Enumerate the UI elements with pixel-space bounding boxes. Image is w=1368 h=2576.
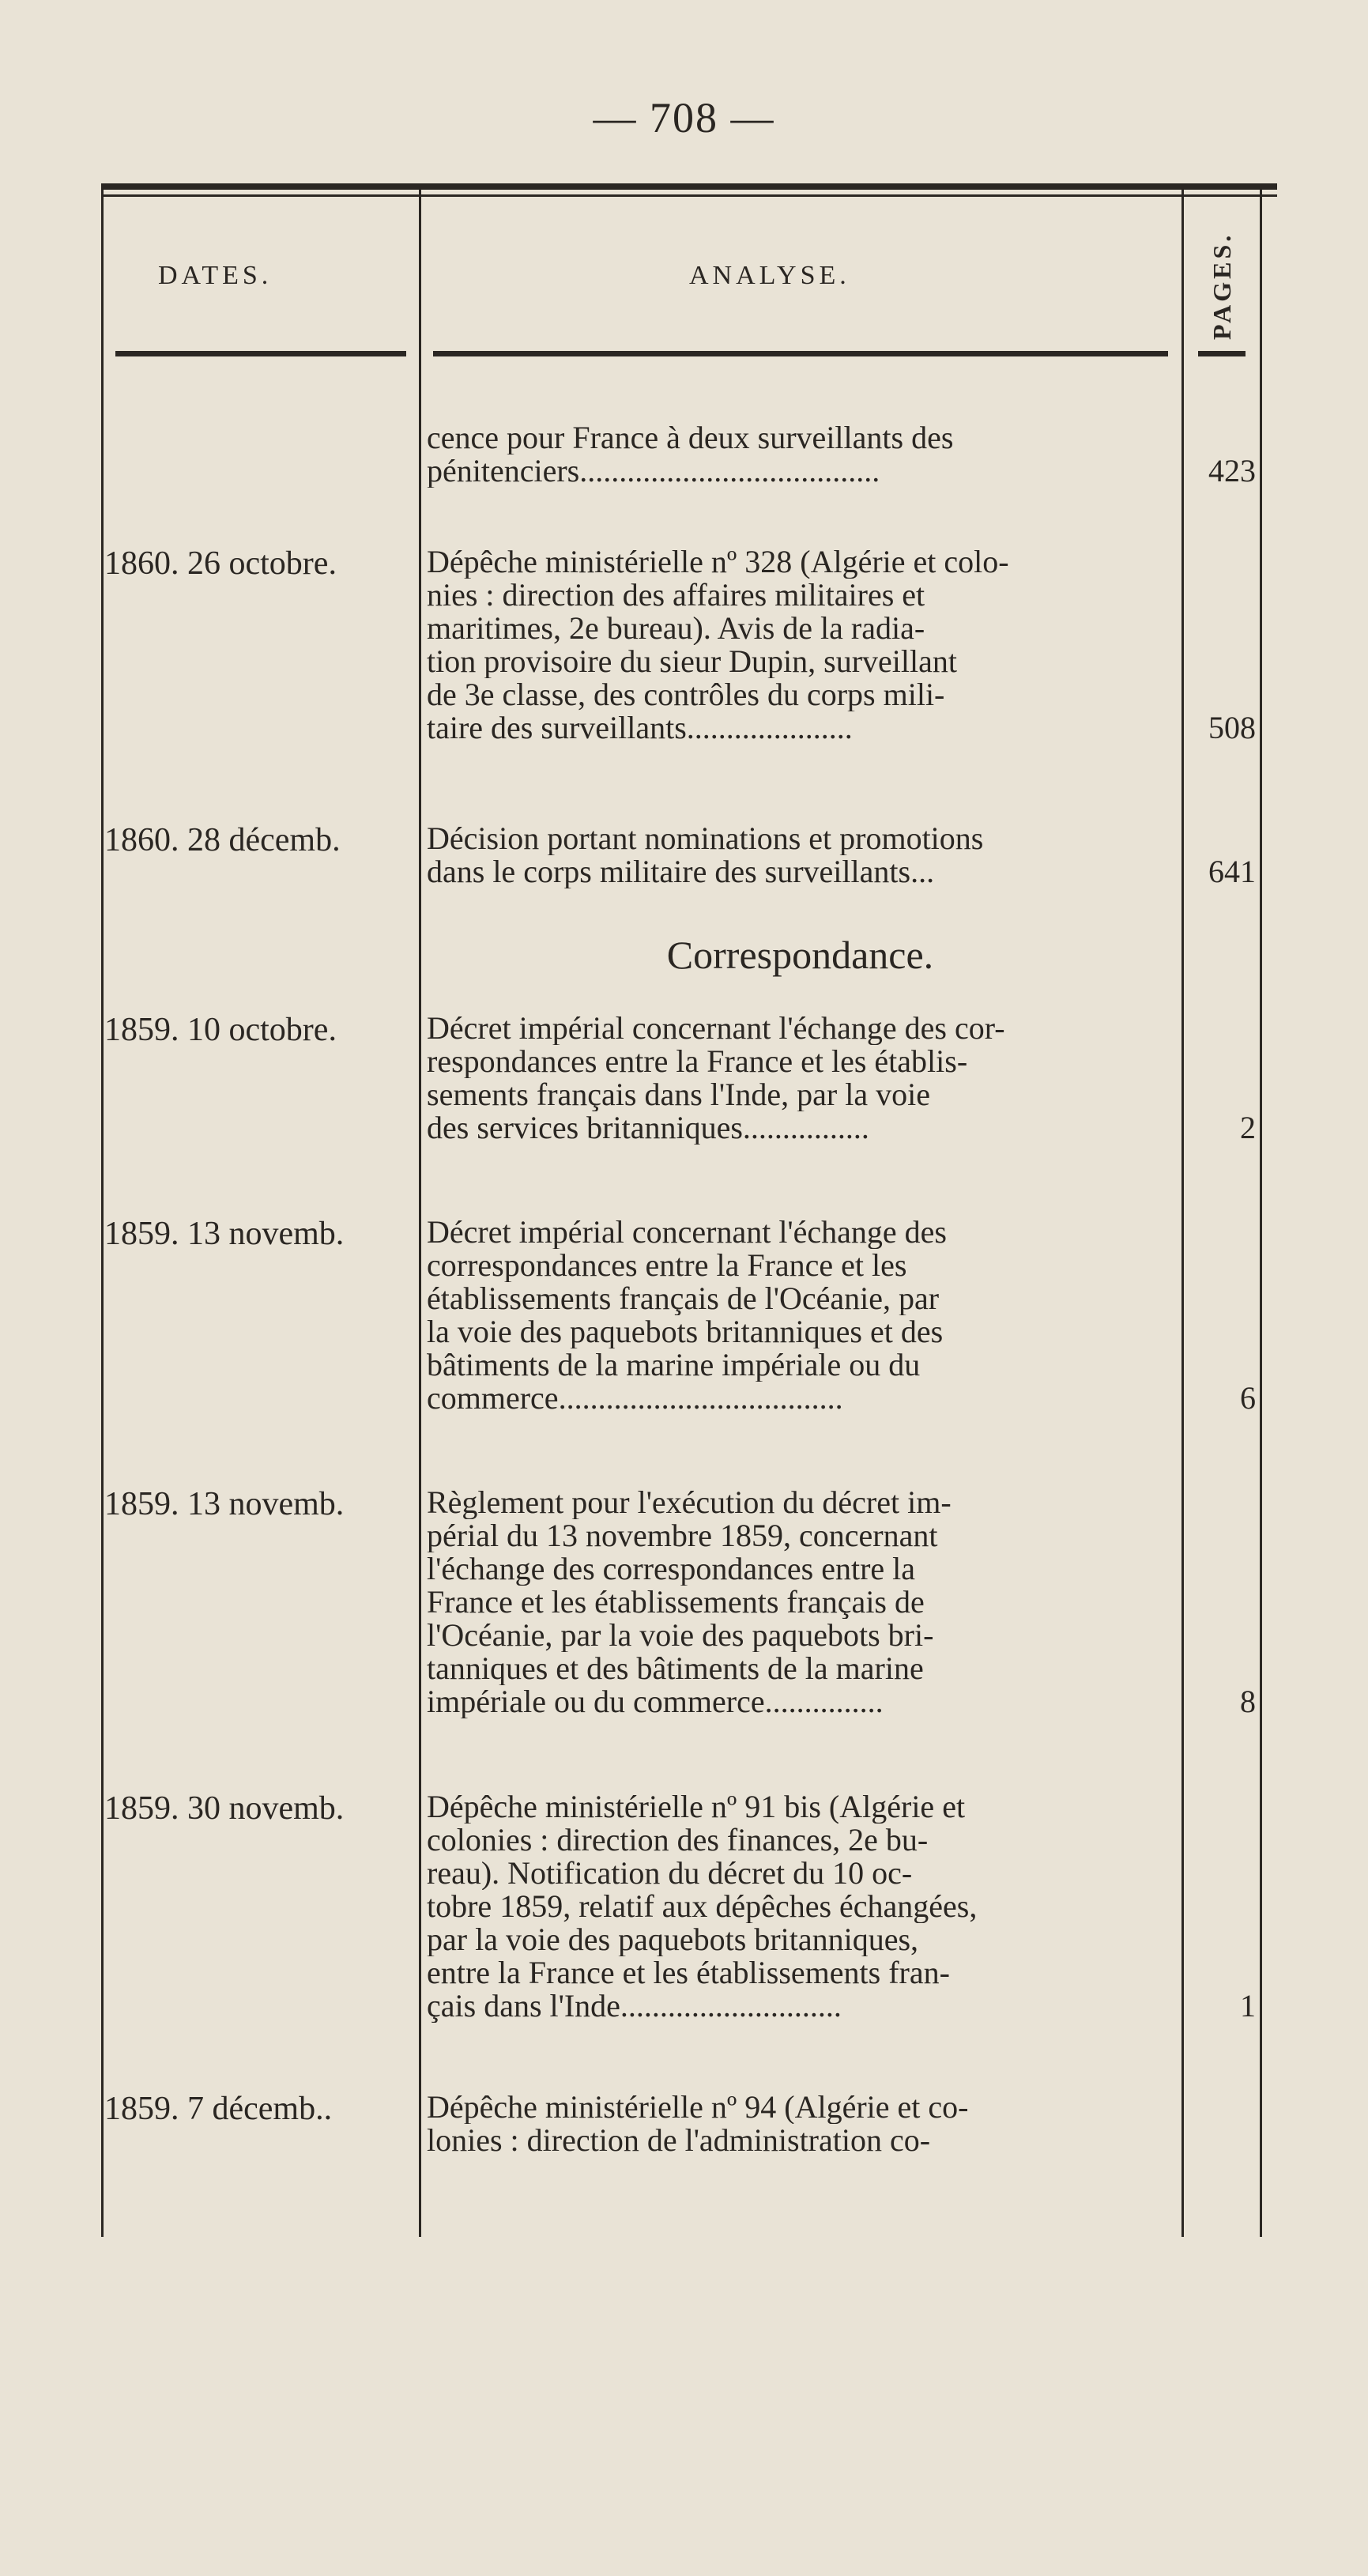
analysis-line: cence pour France à deux surveillants des xyxy=(427,421,954,454)
entry-page: 6 xyxy=(1240,1380,1256,1416)
analysis-line: dans le corps militaire des surveillants... xyxy=(427,855,935,888)
analysis-line: de 3e classe, des contrôles du corps mili- xyxy=(427,678,945,711)
analysis-line: reau). Notification du décret du 10 oc- xyxy=(427,1857,913,1890)
entry-date: 1859. 13 novemb. xyxy=(104,1486,345,1522)
analysis-line: colonies : direction des finances, 2e bu- xyxy=(427,1824,929,1857)
analysis-line: établissements français de l'Océanie, par xyxy=(427,1282,940,1315)
analysis-line: Dépêche ministérielle nº 328 (Algérie et colo- xyxy=(427,545,1009,579)
analysis-line: çais dans l'Inde............................ xyxy=(427,1990,842,2023)
analysis-line: Décret impérial concernant l'échange des xyxy=(427,1216,947,1249)
analysis-line: l'Océanie, par la voie des paquebots bri- xyxy=(427,1619,934,1652)
entry-date: 1859. 13 novemb. xyxy=(104,1216,345,1252)
analysis-line: tanniques et des bâtiments de la marine xyxy=(427,1652,924,1685)
entry-date: 1860. 26 octobre. xyxy=(104,545,337,582)
column-rule-pages xyxy=(1260,190,1262,2237)
analysis-line: correspondances entre la France et les xyxy=(427,1249,907,1282)
entry-date: 1859. 10 octobre. xyxy=(104,1012,337,1048)
header-rule-pages xyxy=(1198,351,1246,356)
entry-page: 1 xyxy=(1240,1988,1256,2023)
analysis-line: bâtiments de la marine impériale ou du xyxy=(427,1348,921,1382)
entry-analysis xyxy=(427,545,1174,745)
entry-date: 1859. 7 décemb.. xyxy=(104,2091,333,2127)
page-number: — 708 — xyxy=(593,94,775,141)
header-analyse: ANALYSE. xyxy=(689,261,850,290)
entry-page: 8 xyxy=(1240,1684,1256,1719)
header-rule-analyse xyxy=(433,351,1168,356)
analysis-line: Dépêche ministérielle nº 91 bis (Algérie et xyxy=(427,1790,966,1824)
analysis-line: France et les établissements français de xyxy=(427,1586,925,1619)
analysis-line: des services britanniques................ xyxy=(427,1111,869,1145)
table-top-rule xyxy=(101,183,1277,190)
analysis-line: tion provisoire du sieur Dupin, surveillant xyxy=(427,645,958,678)
analysis-line: lonies : direction de l'administration co- xyxy=(427,2124,931,2157)
analysis-line: pénitenciers...................................... xyxy=(427,454,880,488)
table-top-rule-thin xyxy=(101,194,1277,197)
column-rule-analyse xyxy=(1181,190,1184,2237)
header-dates: DATES. xyxy=(158,261,273,290)
entry-analysis xyxy=(427,1790,1174,2023)
analysis-line: maritimes, 2e bureau). Avis de la radia- xyxy=(427,612,925,645)
analysis-line: l'échange des correspondances entre la xyxy=(427,1552,916,1586)
analysis-line: sements français dans l'Inde, par la voie xyxy=(427,1078,930,1111)
analysis-line: Décision portant nominations et promotions xyxy=(427,822,984,855)
entry-page: 423 xyxy=(1208,453,1256,488)
left-border xyxy=(101,190,104,2237)
analysis-line: taire des surveillants..................... xyxy=(427,711,853,745)
analysis-line: commerce.................................... xyxy=(427,1382,843,1415)
analysis-line: Règlement pour l'exécution du décret im- xyxy=(427,1486,952,1519)
analysis-line: par la voie des paquebots britanniques, xyxy=(427,1923,919,1956)
entry-page: 508 xyxy=(1208,710,1256,745)
entry-analysis xyxy=(427,822,1174,888)
analysis-line: respondances entre la France et les établis- xyxy=(427,1045,968,1078)
analysis-line: périal du 13 novembre 1859, concernant xyxy=(427,1519,938,1552)
entry-analysis xyxy=(427,1012,1174,1145)
header-rule-dates xyxy=(115,351,406,356)
entry-date: 1860. 28 décemb. xyxy=(104,822,341,858)
entry-page: 641 xyxy=(1208,854,1256,889)
analysis-line: entre la France et les établissements fran- xyxy=(427,1956,950,1990)
analysis-line: Dépêche ministérielle nº 94 (Algérie et co- xyxy=(427,2091,969,2124)
analysis-line: Décret impérial concernant l'échange des cor- xyxy=(427,1012,1005,1045)
analysis-line: la voie des paquebots britanniques et des xyxy=(427,1315,944,1348)
analysis-line: tobre 1859, relatif aux dépêches échangées, xyxy=(427,1890,978,1923)
entry-analysis xyxy=(427,2091,1174,2157)
header-pages: PAGES. xyxy=(1208,232,1236,340)
analysis-line: nies : direction des affaires militaires et xyxy=(427,579,925,612)
entry-analysis xyxy=(427,1216,1174,1415)
entry-analysis xyxy=(427,421,1174,488)
entry-page: 2 xyxy=(1240,1110,1256,1145)
column-rule-dates xyxy=(419,190,421,2237)
entry-date: 1859. 30 novemb. xyxy=(104,1790,345,1827)
section-title: Correspondance. xyxy=(666,933,934,977)
entry-analysis xyxy=(427,1486,1174,1718)
analysis-line: impériale ou du commerce............... xyxy=(427,1685,884,1718)
